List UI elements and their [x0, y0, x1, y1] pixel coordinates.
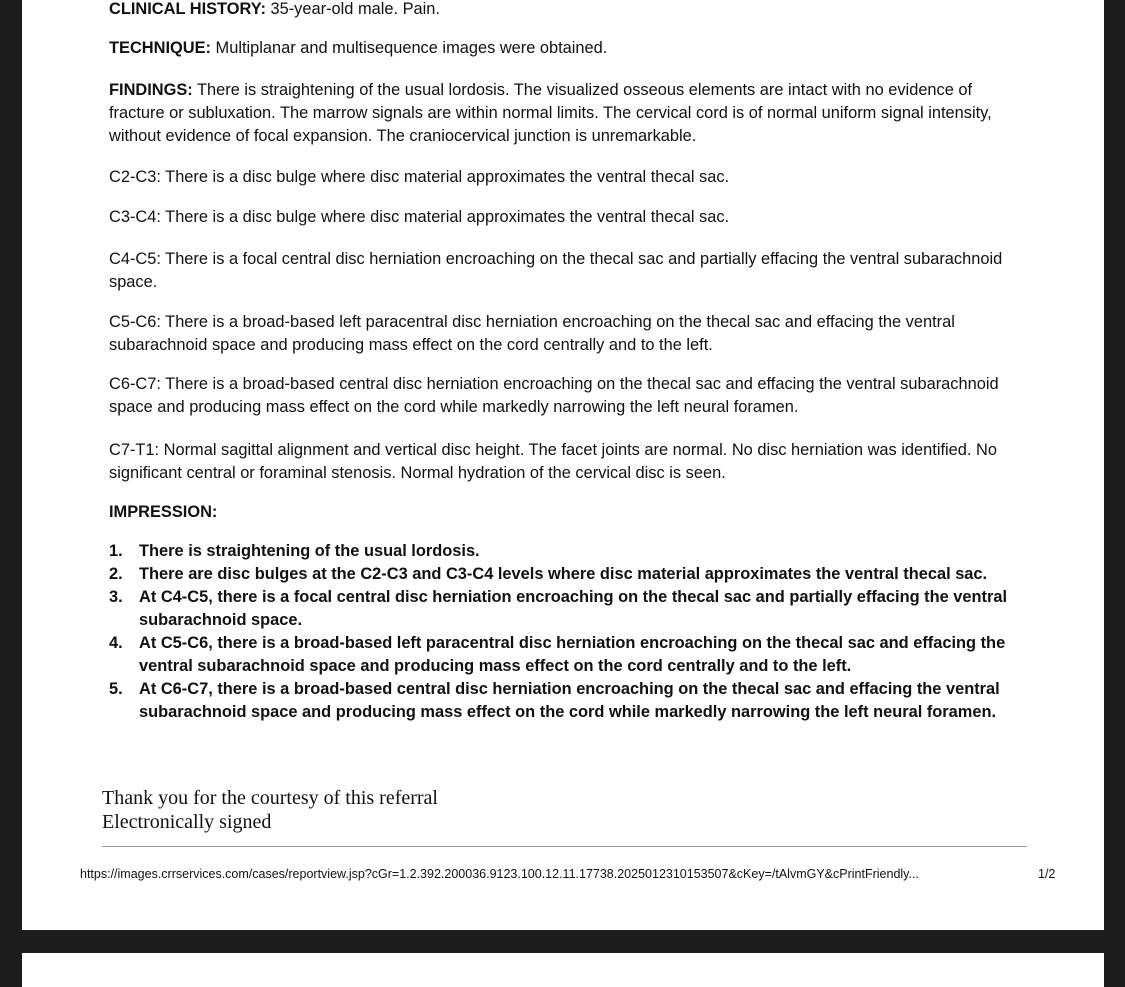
level-c7-t1	[109, 439, 1029, 485]
technique	[109, 37, 607, 60]
level-label: C4-C5:	[109, 250, 161, 268]
impression-list	[109, 540, 1029, 724]
level-c4-c5	[109, 248, 1029, 294]
technique-label: TECHNIQUE:	[109, 39, 211, 57]
level-c3-c4	[109, 206, 1029, 229]
level-label: C2-C3:	[109, 168, 161, 186]
findings-text: There is straightening of the usual lordosis. The visualized osseous elements are intact with no evidence of fracture or subluxation. The marrow signals are within normal limits. The cervical cord is of normal uniform signal intensity, without evidence of focal expansion. The craniocervical junction is unremarkable.	[109, 81, 992, 145]
impression-item	[109, 632, 1029, 678]
page-number: 1/2	[1038, 867, 1056, 881]
footer-url: https://images.crrservices.com/cases/reportview.jsp?cGr=1.2.392.200036.9123.100.12.11.17738.2025012310153507&cKey=/tAlvmGY&cPrintFriendly...	[80, 867, 919, 881]
level-text: There is a broad-based left paracentral disc herniation encroaching on the thecal sac and effacing the ventral subarachnoid space and producing mass effect on the cord centrally and to the left.	[109, 313, 955, 354]
impression-text: At C4-C5, there is a focal central disc herniation encroaching on the thecal sac and partially effacing the ventral subarachnoid space.	[139, 588, 1008, 629]
footer-divider	[102, 846, 1027, 847]
level-text: There is a disc bulge where disc material approximates the ventral thecal sac.	[160, 168, 730, 186]
signoff-thanks: Thank you for the courtesy of this referral	[102, 787, 438, 809]
clinical-history-label: CLINICAL HISTORY:	[109, 0, 266, 18]
impression-text: There are disc bulges at the C2-C3 and C3-C4 levels where disc material approximates the ventral thecal sac.	[139, 565, 988, 583]
impression-item	[109, 678, 1029, 724]
level-c5-c6	[109, 311, 1029, 357]
level-text: There is a broad-based central disc herniation encroaching on the thecal sac and effacing the ventral subarachnoid space and producing mass effect on the cord while markedly narrowing the left neural foramen.	[109, 375, 999, 416]
level-text: There is a focal central disc herniation encroaching on the thecal sac and partially effacing the ventral subarachnoid space.	[109, 250, 1003, 291]
impression-number: 1.	[109, 542, 123, 560]
impression-item	[109, 586, 1029, 632]
impression-heading: IMPRESSION:	[109, 503, 218, 521]
level-c6-c7	[109, 373, 1029, 419]
level-label: C6-C7:	[109, 375, 161, 393]
level-label: C5-C6:	[109, 313, 161, 331]
clinical-history-text: 35-year-old male. Pain.	[265, 0, 440, 18]
technique-text: Multiplanar and multisequence images were obtained.	[211, 39, 608, 57]
report-page	[22, 0, 1104, 930]
signoff	[102, 786, 438, 834]
level-label: C3-C4:	[109, 208, 161, 226]
level-c2-c3	[109, 166, 1029, 189]
signoff-signed: Electronically signed	[102, 811, 272, 833]
impression-number: 4.	[109, 634, 123, 652]
next-page-edge	[22, 953, 1104, 987]
impression-text: At C6-C7, there is a broad-based central disc herniation encroaching on the thecal sac and effacing the ventral subarachnoid space and producing mass effect on the cord while markedly narrowing the left neural foramen.	[139, 680, 1000, 721]
impression-number: 3.	[109, 588, 123, 606]
findings-label: FINDINGS:	[109, 81, 193, 99]
level-text: Normal sagittal alignment and vertical disc height. The facet joints are normal. No disc herniation was identified. No significant central or foraminal stenosis. Normal hydration of the cervical disc is seen.	[109, 441, 997, 482]
impression-number: 2.	[109, 565, 123, 583]
impression-item	[109, 563, 1029, 586]
impression-text: There is straightening of the usual lordosis.	[139, 542, 480, 560]
impression-number: 5.	[109, 680, 123, 698]
impression-item	[109, 540, 1029, 563]
level-label: C7-T1:	[109, 441, 160, 459]
impression-text: At C5-C6, there is a broad-based left paracentral disc herniation encroaching on the thecal sac and effacing the ventral subarachnoid space and producing mass effect on the cord centrally and to the left.	[139, 634, 1006, 675]
findings	[109, 79, 1029, 148]
clinical-history	[109, 0, 440, 21]
level-text: There is a disc bulge where disc material approximates the ventral thecal sac.	[160, 208, 730, 226]
